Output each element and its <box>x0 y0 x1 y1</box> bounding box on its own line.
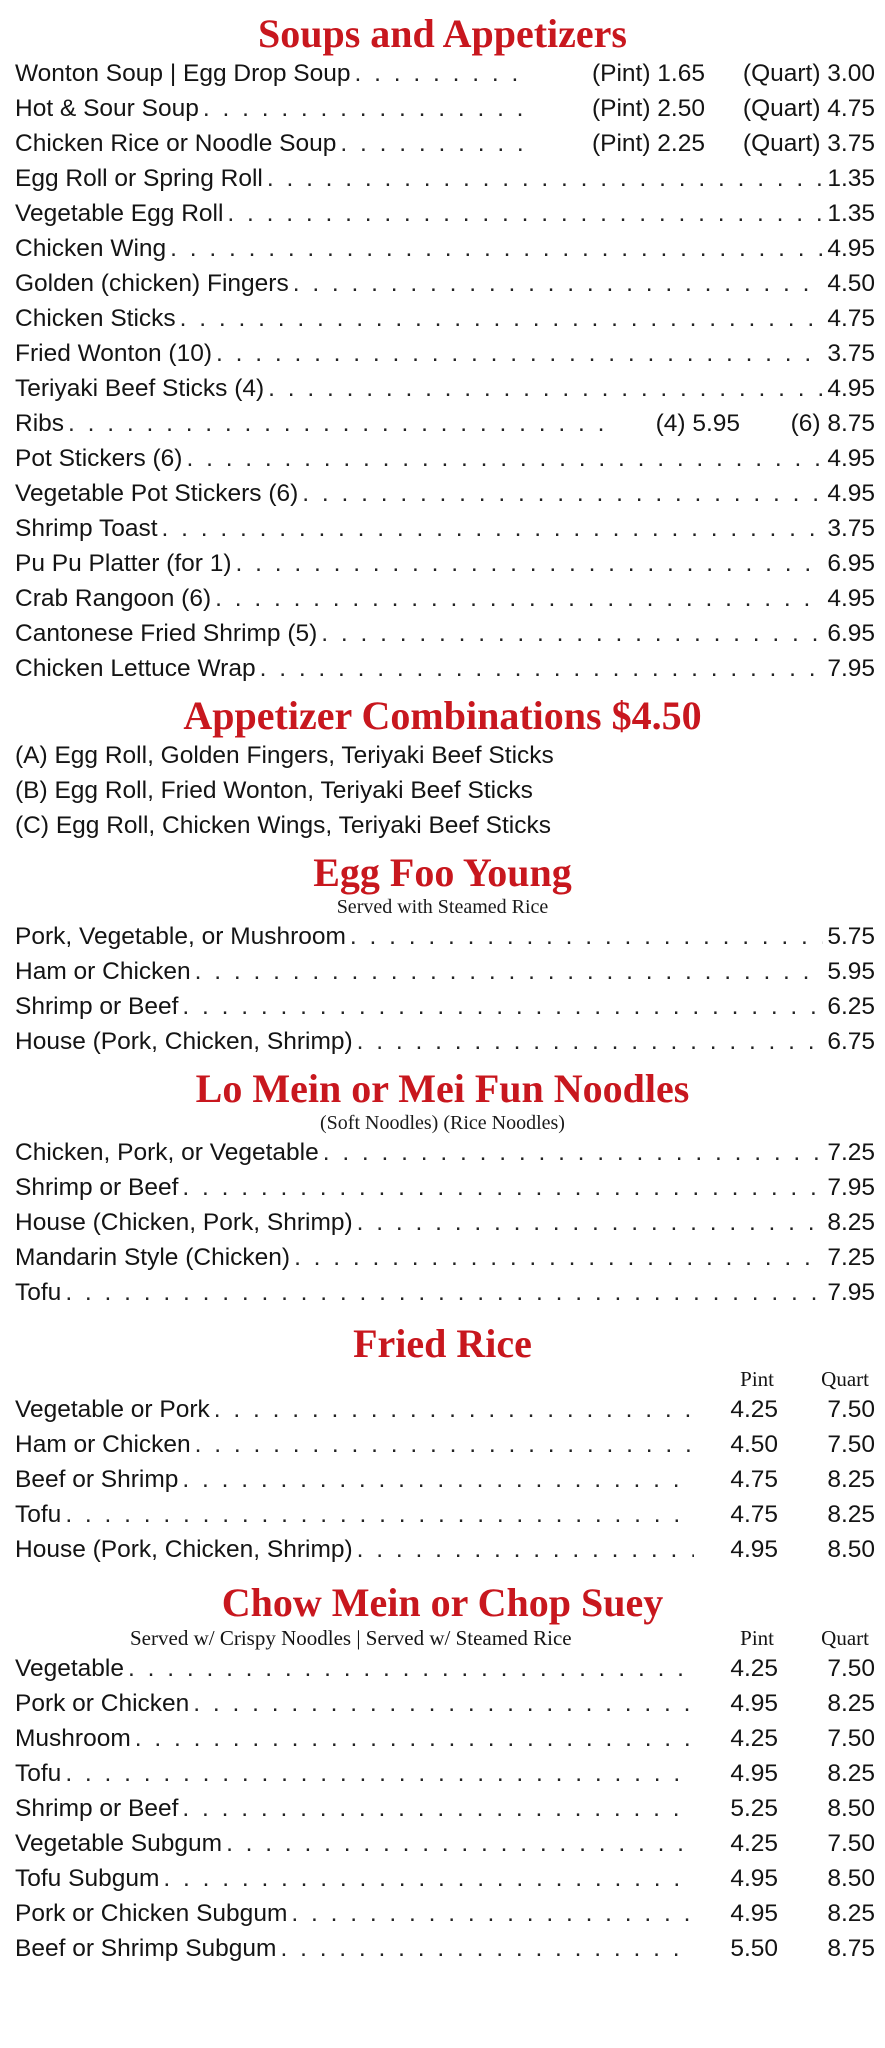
item-name: Chicken Rice or Noodle Soup <box>15 130 337 157</box>
item-name: Wonton Soup | Egg Drop Soup <box>15 60 351 87</box>
chow-mein-column-header <box>0 1625 885 1651</box>
leader-dots <box>236 546 824 581</box>
item-name: Shrimp or Beef <box>15 993 179 1020</box>
quart-price: 7.50 <box>827 1655 875 1682</box>
pint-price: 4.95 <box>730 1536 778 1563</box>
menu-item <box>0 1427 885 1462</box>
item-name: Chicken Wing <box>15 235 167 262</box>
item-name: Shrimp or Beef <box>15 1795 179 1822</box>
pint-price: 4.75 <box>730 1466 778 1493</box>
pint-price: 4.50 <box>730 1431 778 1458</box>
item-price: 5.75 <box>827 923 875 950</box>
egg-foo-young-subtitle: Served with Steamed Rice <box>336 896 549 918</box>
item-name: Shrimp Toast <box>15 515 158 542</box>
combo-item: (B) Egg Roll, Fried Wonton, Teriyaki Beef Sticks <box>15 777 533 804</box>
menu-item <box>0 1462 885 1497</box>
pint-column-label: Pint <box>740 1626 774 1650</box>
menu-item <box>0 126 885 161</box>
quart-price: 8.50 <box>827 1865 875 1892</box>
item-name: Tofu <box>15 1760 62 1787</box>
menu-item <box>0 581 885 616</box>
pint-price: 4.95 <box>730 1690 778 1717</box>
combo-item: (A) Egg Roll, Golden Fingers, Teriyaki Beef Sticks <box>15 742 554 769</box>
quart-price: (Quart) 3.00 <box>742 60 875 87</box>
menu-item <box>0 1275 885 1310</box>
quart-price: 8.50 <box>827 1795 875 1822</box>
item-name: Ham or Chicken <box>15 958 191 985</box>
item-price: 7.25 <box>827 1244 875 1271</box>
quart-price: (Quart) 4.75 <box>742 95 875 122</box>
item-name: Ribs <box>15 410 65 437</box>
item-price: 5.95 <box>827 958 875 985</box>
item-name: Teriyaki Beef Sticks (4) <box>15 375 265 402</box>
item-name: Tofu <box>15 1501 62 1528</box>
pint-price: 5.50 <box>730 1935 778 1962</box>
pint-column-label: Pint <box>740 1367 774 1391</box>
leader-dots <box>260 651 824 686</box>
menu-item <box>0 1686 885 1721</box>
fried-rice-section <box>0 1322 885 1567</box>
egg-foo-young-section <box>0 851 885 1059</box>
item-name: Vegetable Subgum <box>15 1830 223 1857</box>
item-name: Tofu <box>15 1279 62 1306</box>
menu-item <box>0 546 885 581</box>
item-name: Pot Stickers (6) <box>15 445 183 472</box>
leader-dots <box>182 1791 694 1826</box>
menu-item <box>0 1791 885 1826</box>
leader-dots <box>268 371 823 406</box>
menu-item <box>0 1896 885 1931</box>
menu-item <box>0 1931 885 1966</box>
menu-item <box>0 1756 885 1791</box>
menu-item <box>0 511 885 546</box>
appetizer-list <box>0 161 885 686</box>
leader-dots <box>68 406 616 441</box>
item-name: Vegetable <box>15 1655 124 1682</box>
pint-price: 4.95 <box>730 1760 778 1787</box>
item-price: 6.75 <box>827 1028 875 1055</box>
item-name: Shrimp or Beef <box>15 1174 179 1201</box>
menu-item <box>0 1497 885 1532</box>
item-price: 4.95 <box>827 585 875 612</box>
soups-heading: Soups and Appetizers <box>258 11 627 56</box>
item-name: Vegetable or Pork <box>15 1396 210 1423</box>
leader-dots <box>321 616 823 651</box>
item-name: Chicken, Pork, or Vegetable <box>15 1139 319 1166</box>
quart-price: 7.50 <box>827 1431 875 1458</box>
item-price: 8.25 <box>827 1209 875 1236</box>
item-price: 4.50 <box>827 270 875 297</box>
leader-dots <box>65 1497 694 1532</box>
item-name: Pork or Chicken Subgum <box>15 1900 288 1927</box>
fried-rice-column-header <box>0 1366 885 1392</box>
menu-item <box>0 1024 885 1059</box>
quart-price: 8.25 <box>827 1501 875 1528</box>
lo-mein-heading: Lo Mein or Mei Fun Noodles <box>195 1066 690 1111</box>
item-price: 4.95 <box>827 445 875 472</box>
combos-heading: Appetizer Combinations $4.50 <box>183 693 702 738</box>
leader-dots <box>302 476 823 511</box>
small-price: (4) 5.95 <box>655 410 740 437</box>
item-price: 7.95 <box>827 1174 875 1201</box>
item-name: Pork, Vegetable, or Mushroom <box>15 923 346 950</box>
item-name: Vegetable Pot Stickers (6) <box>15 480 299 507</box>
leader-dots <box>215 581 823 616</box>
menu-item <box>0 616 885 651</box>
menu-item <box>0 954 885 989</box>
leader-dots <box>182 989 823 1024</box>
item-price: 1.35 <box>827 165 875 192</box>
leader-dots <box>214 1392 694 1427</box>
leader-dots <box>65 1275 823 1310</box>
leader-dots <box>186 441 823 476</box>
item-price: 6.95 <box>827 620 875 647</box>
item-name: House (Pork, Chicken, Shrimp) <box>15 1028 353 1055</box>
leader-dots <box>226 1826 694 1861</box>
leader-dots <box>203 91 523 126</box>
leader-dots <box>170 231 823 266</box>
pint-price: (Pint) 2.25 <box>591 130 705 157</box>
item-name: Chicken Lettuce Wrap <box>15 655 256 682</box>
menu-item <box>0 1651 885 1686</box>
menu-item <box>0 1532 885 1567</box>
quart-price: 8.25 <box>827 1900 875 1927</box>
menu-item <box>0 989 885 1024</box>
item-price: 1.35 <box>827 200 875 227</box>
item-name: Chicken Sticks <box>15 305 176 332</box>
leader-dots <box>355 56 523 91</box>
chow-mein-heading: Chow Mein or Chop Suey <box>221 1580 664 1625</box>
menu-item <box>0 231 885 266</box>
menu-item <box>0 1826 885 1861</box>
menu-item <box>0 161 885 196</box>
item-price: 7.25 <box>827 1139 875 1166</box>
item-name: House (Pork, Chicken, Shrimp) <box>15 1536 353 1563</box>
item-price: 4.75 <box>827 305 875 332</box>
chow-mein-subtitle: Served w/ Crispy Noodles | Served w/ Steamed Rice <box>130 1626 572 1650</box>
quart-price: 8.25 <box>827 1690 875 1717</box>
pint-price: 4.75 <box>730 1501 778 1528</box>
pint-price: 4.25 <box>730 1655 778 1682</box>
pint-price: (Pint) 2.50 <box>591 95 705 122</box>
combos-section <box>0 694 885 843</box>
item-price: 4.95 <box>827 480 875 507</box>
lo-mein-section <box>0 1067 885 1310</box>
item-name: Mushroom <box>15 1725 131 1752</box>
menu-item <box>0 56 885 91</box>
leader-dots <box>227 196 823 231</box>
item-name: Beef or Shrimp <box>15 1466 179 1493</box>
leader-dots <box>163 1861 694 1896</box>
leader-dots <box>135 1721 694 1756</box>
leader-dots <box>182 1170 823 1205</box>
menu-item <box>0 1205 885 1240</box>
pint-price: 5.25 <box>730 1795 778 1822</box>
item-price: 7.95 <box>827 655 875 682</box>
item-name: House (Chicken, Pork, Shrimp) <box>15 1209 353 1236</box>
pint-price: 4.25 <box>730 1725 778 1752</box>
item-name: Vegetable Egg Roll <box>15 200 224 227</box>
quart-price: (Quart) 3.75 <box>742 130 875 157</box>
pint-price: 4.95 <box>730 1865 778 1892</box>
leader-dots <box>195 954 824 989</box>
quart-price: 7.50 <box>827 1396 875 1423</box>
menu-item-ribs <box>0 406 885 441</box>
menu-item <box>0 266 885 301</box>
menu-item <box>0 1861 885 1896</box>
menu-item <box>0 651 885 686</box>
fried-rice-heading: Fried Rice <box>353 1321 532 1366</box>
leader-dots <box>280 1931 694 1966</box>
item-price: 6.95 <box>827 550 875 577</box>
item-name: Pu Pu Platter (for 1) <box>15 550 232 577</box>
leader-dots <box>65 1756 694 1791</box>
leader-dots <box>293 266 824 301</box>
lo-mein-subtitle: (Soft Noodles) (Rice Noodles) <box>320 1112 565 1134</box>
menu-item <box>0 441 885 476</box>
item-price: 4.95 <box>827 375 875 402</box>
leader-dots <box>357 1532 694 1567</box>
quart-price: 8.25 <box>827 1466 875 1493</box>
item-name: Crab Rangoon (6) <box>15 585 212 612</box>
leader-dots <box>180 301 824 336</box>
combo-item: (C) Egg Roll, Chicken Wings, Teriyaki Beef Sticks <box>15 812 551 839</box>
menu-item <box>0 1170 885 1205</box>
menu-item <box>0 301 885 336</box>
item-price: 4.95 <box>827 235 875 262</box>
quart-column-label: Quart <box>821 1367 869 1391</box>
quart-price: 8.25 <box>827 1760 875 1787</box>
egg-foo-young-heading: Egg Foo Young <box>313 850 572 895</box>
soup-list <box>0 56 885 161</box>
menu-item <box>0 476 885 511</box>
item-name: Tofu Subgum <box>15 1865 160 1892</box>
item-name: Ham or Chicken <box>15 1431 191 1458</box>
leader-dots <box>162 511 824 546</box>
menu-item <box>0 1135 885 1170</box>
menu-item <box>0 371 885 406</box>
leader-dots <box>193 1686 694 1721</box>
leader-dots <box>294 1240 823 1275</box>
leader-dots <box>323 1135 824 1170</box>
item-name: Golden (chicken) Fingers <box>15 270 289 297</box>
item-price: 3.75 <box>827 515 875 542</box>
menu-item <box>0 1392 885 1427</box>
pint-price: (Pint) 1.65 <box>591 60 705 87</box>
item-name: Fried Wonton (10) <box>15 340 212 367</box>
leader-dots <box>291 1896 694 1931</box>
leader-dots <box>267 161 823 196</box>
menu-item <box>0 919 885 954</box>
chow-mein-section <box>0 1581 885 1966</box>
quart-column-label: Quart <box>821 1626 869 1650</box>
item-name: Egg Roll or Spring Roll <box>15 165 263 192</box>
pint-price: 4.25 <box>730 1830 778 1857</box>
item-name: Mandarin Style (Chicken) <box>15 1244 291 1271</box>
item-price: 6.25 <box>827 993 875 1020</box>
item-name: Cantonese Fried Shrimp (5) <box>15 620 318 647</box>
item-name: Hot & Sour Soup <box>15 95 199 122</box>
leader-dots <box>357 1205 824 1240</box>
item-name: Beef or Shrimp Subgum <box>15 1935 277 1962</box>
menu-item <box>0 336 885 371</box>
leader-dots <box>340 126 523 161</box>
pint-price: 4.25 <box>730 1396 778 1423</box>
leader-dots <box>128 1651 694 1686</box>
menu-item <box>0 1721 885 1756</box>
menu-item <box>0 91 885 126</box>
quart-price: 7.50 <box>827 1725 875 1752</box>
leader-dots <box>350 919 823 954</box>
item-name: Pork or Chicken <box>15 1690 190 1717</box>
menu-item <box>0 196 885 231</box>
quart-price: 8.50 <box>827 1536 875 1563</box>
leader-dots <box>357 1024 824 1059</box>
quart-price: 8.75 <box>827 1935 875 1962</box>
leader-dots <box>195 1427 694 1462</box>
leader-dots <box>216 336 823 371</box>
leader-dots <box>182 1462 694 1497</box>
soups-section <box>0 0 885 686</box>
pint-price: 4.95 <box>730 1900 778 1927</box>
menu-item <box>0 1240 885 1275</box>
quart-price: 7.50 <box>827 1830 875 1857</box>
item-price: 7.95 <box>827 1279 875 1306</box>
item-price: 3.75 <box>827 340 875 367</box>
large-price: (6) 8.75 <box>790 410 875 437</box>
